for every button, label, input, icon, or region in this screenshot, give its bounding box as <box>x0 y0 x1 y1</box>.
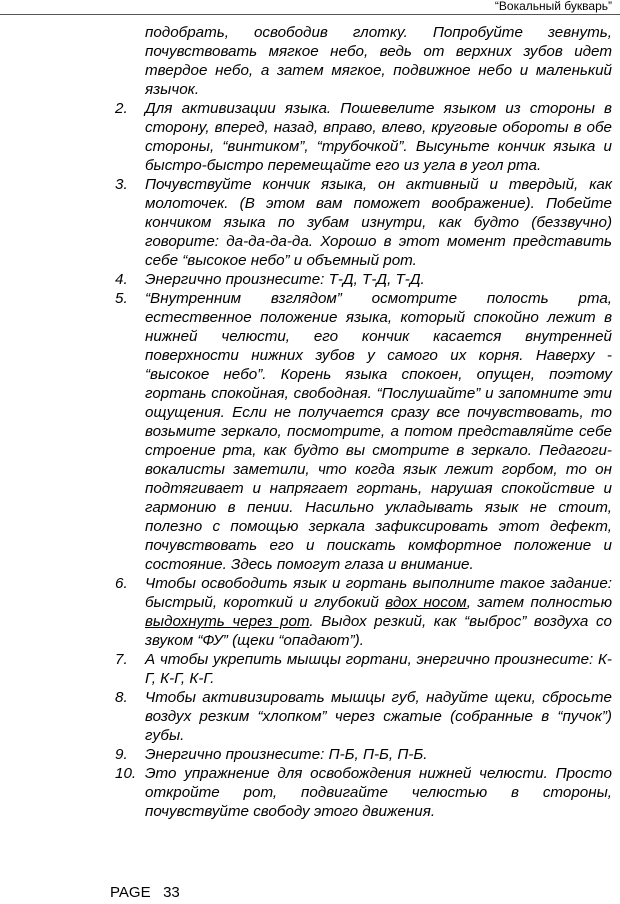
item-number: 7. <box>115 651 128 668</box>
page-body <box>115 23 612 821</box>
running-header-title: “Вокальный букварь” <box>494 0 612 13</box>
item-number: 5. <box>115 290 128 307</box>
list-item <box>115 764 612 821</box>
item-text: Чтобы освободить язык и гортань выполните такое задание: быстрый, короткий и глубокий <box>145 575 612 611</box>
page-number: 33 <box>163 884 180 901</box>
page-footer <box>110 884 180 902</box>
underlined-text: выдохнуть через рот <box>145 613 310 630</box>
item-number: 4. <box>115 271 128 288</box>
list-item <box>115 270 612 289</box>
list-item <box>115 688 612 745</box>
item-number: 10. <box>115 765 137 782</box>
item-number: 6. <box>115 575 128 592</box>
item-number: 8. <box>115 689 128 706</box>
item-text: . Выдох резкий, как “выброс” воздуха со звуком “ФУ” (щеки “опадают”). <box>145 613 612 649</box>
item-number: 9. <box>115 746 128 763</box>
item-text: Чтобы активизировать мышцы губ, надуйте щеки, сбросьте воздух резким “хлопком” через сжатые (собранные в “пучок”) губы. <box>145 689 612 744</box>
underlined-text: вдох носом <box>385 594 467 611</box>
list-item <box>115 289 612 574</box>
page-label: PAGE <box>110 884 151 901</box>
list-item <box>115 574 612 650</box>
item-text: Для активизации языка. Пошевелите языком из стороны в сторону, вперед, назад, вправо, влево, круговые обороты в обе стороны, “винтиком”, “трубочкой”. Высуньте кончик языка и быстро-быстро перемещайте его из угла в угол рта. <box>145 100 612 174</box>
item-number: 2. <box>115 100 128 117</box>
item-text: А чтобы укрепить мышцы гортани, энергично произнесите: К-Г, К-Г, К-Г. <box>145 651 612 687</box>
list-item <box>115 99 612 175</box>
list-item <box>115 175 612 270</box>
item-text: Энергично произнесите: Т-Д, Т-Д, Т-Д. <box>145 271 425 288</box>
intro-paragraph: подобрать, освободив глотку. Попробуйте зевнуть, почувствовать мягкое небо, ведь от верхних зубов идет твердое небо, а затем мягкое, подвижное небо и маленький язычок. <box>145 24 612 98</box>
item-text: , затем полностью <box>466 594 613 611</box>
item-text: Почувствуйте кончик языка, он активный и твердый, как молоточек. (В этом вам поможет воображение). Побейте кончиком языка по зубам изнутри, как будто (беззвучно) говорите: да-да-да-да. Хорошо в этот момент представить себе “высокое небо” и объемный рот. <box>145 176 612 269</box>
list-item <box>115 745 612 764</box>
item-text: Это упражнение для освобождения нижней челюсти. Просто откройте рот, подвигайте челюстью в стороны, почувствуйте свободу этого движения. <box>145 765 612 820</box>
exercise-list <box>115 99 612 821</box>
item-text: “Внутренним взглядом” осмотрите полость рта, естественное положение языка, который спокойно лежит в нижней челюсти, его кончик касается внутренней поверхности нижних зубов у самого их корня. Наверху - “высокое небо”. Корень языка спокоен, опущен, поэтому гортань спокойная, свободная. “Послушайте” и запомните эти ощущения. Если не получается сразу все почувствовать, то возьмите зеркало, посмотрите, а потом представляйте себе строение рта, как будто вы смотрите в зеркало. Педагоги-вокалисты заметили, что когда язык лежит горбом, то он подтягивает и напрягает гортань, нарушая спокойствие и гармонию в пении. Насильно укладывать язык не стоит, полезно с помощью зеркала зафиксировать этот дефект, почувствовать его и поискать комфортное положение и состояние. Здесь помогут глаза и внимание. <box>145 290 612 573</box>
item-text: Энергично произнесите: П-Б, П-Б, П-Б. <box>145 746 428 763</box>
item-number: 3. <box>115 176 128 193</box>
header-divider <box>0 14 620 15</box>
list-item <box>115 650 612 688</box>
